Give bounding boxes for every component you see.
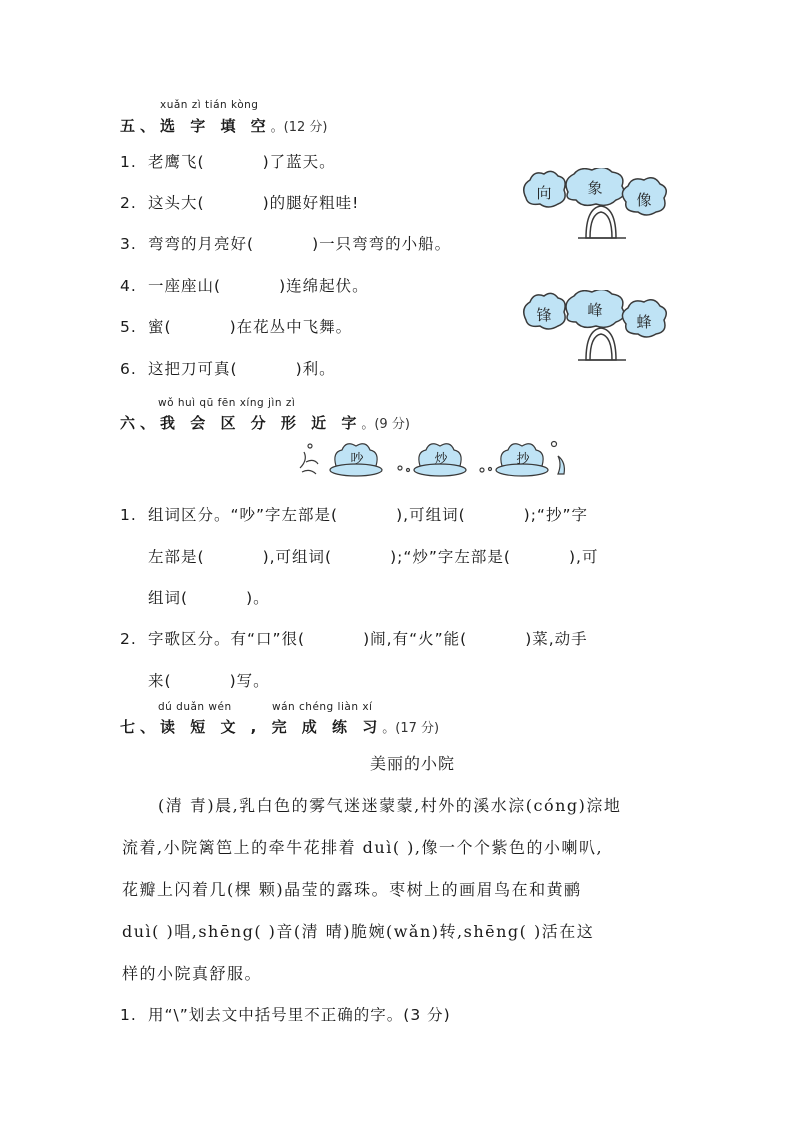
word-tree-1 bbox=[518, 168, 670, 240]
section7-score: 。(17 分) bbox=[382, 721, 440, 736]
lotus-flower-2 bbox=[414, 444, 466, 476]
section6-heading bbox=[120, 412, 410, 433]
section5-heading bbox=[120, 115, 328, 136]
s6-q1-line3: 组词( )。 bbox=[148, 589, 270, 607]
reed-icon bbox=[300, 452, 318, 474]
section7-title: 七、读 短 文 , 完 成 练 习 bbox=[120, 718, 383, 736]
story-line-4: duì( )唱,shēng( )音(清 晴)脆婉(wǎn)转,shēng( )活在这 bbox=[122, 922, 595, 941]
lotus-flower-3 bbox=[496, 444, 548, 476]
svg-text:炒: 炒 bbox=[434, 452, 448, 467]
svg-text:抄: 抄 bbox=[516, 452, 530, 467]
word-tree-2 bbox=[518, 290, 670, 362]
section7-heading bbox=[120, 716, 439, 737]
tree-trunk bbox=[586, 328, 616, 360]
section5-score: 。(12 分) bbox=[270, 120, 328, 135]
story-line-3: 花瓣上闪着几(棵 颗)晶莹的露珠。枣树上的画眉鸟在和黄鹂 bbox=[122, 880, 582, 899]
lotus-pond-illustration bbox=[296, 438, 576, 480]
s5-item-1: 1. 老鹰飞( )了蓝天。 bbox=[120, 153, 336, 171]
story-line-5: 样的小院真舒服。 bbox=[122, 964, 263, 983]
tree1-center-char: 象 bbox=[587, 179, 603, 197]
s5-item-2: 2. 这头大( )的腿好粗哇! bbox=[120, 194, 360, 212]
tree2-center-char: 峰 bbox=[587, 301, 603, 319]
story-line-1: (清 青)晨,乳白色的雾气迷迷蒙蒙,村外的溪水淙(cóng)淙地 bbox=[158, 796, 622, 815]
s6-q1-line2: 左部是( ),可组词( );“炒”字左部是( ),可 bbox=[148, 548, 599, 566]
tree1-left-char: 向 bbox=[536, 184, 552, 202]
s7-question-1: 1. 用“\”划去文中括号里不正确的字。(3 分) bbox=[120, 1006, 451, 1024]
section6-score: 。(9 分) bbox=[361, 417, 410, 432]
s6-q2-line1: 2. 字歌区分。有“口”很( )闹,有“火”能( )菜,动手 bbox=[120, 630, 588, 648]
section5-pinyin: xuǎn zì tián kòng bbox=[160, 99, 259, 111]
tree-trunk bbox=[586, 206, 616, 238]
tree2-left-char: 锋 bbox=[536, 306, 552, 324]
section5-title: 五、选 字 填 空 bbox=[120, 117, 271, 135]
s6-q2-line2: 来( )写。 bbox=[148, 672, 270, 690]
section6-pinyin: wǒ huì qū fēn xíng jìn zì bbox=[158, 397, 296, 409]
s6-q1-line1: 1. 组词区分。“吵”字左部是( ),可组词( );“抄”字 bbox=[120, 506, 588, 524]
tree2-right-char: 蜂 bbox=[636, 313, 652, 331]
s5-item-5: 5. 蜜( )在花丛中飞舞。 bbox=[120, 318, 353, 336]
section6-title: 六、我 会 区 分 形 近 字 bbox=[120, 414, 362, 432]
s5-item-6: 6. 这把刀可真( )利。 bbox=[120, 360, 336, 378]
story-line-2: 流着,小院篱笆上的牵牛花排着 duì( ),像一个个紫色的小喇叭, bbox=[122, 838, 604, 857]
section7-pinyin-a: dú duǎn wén bbox=[158, 701, 232, 713]
svg-text:吵: 吵 bbox=[350, 452, 364, 467]
story-title: 美丽的小院 bbox=[370, 754, 456, 773]
lotus-flower-1 bbox=[330, 444, 382, 476]
s5-item-4: 4. 一座座山( )连绵起伏。 bbox=[120, 277, 369, 295]
section7-pinyin-b: wán chéng liàn xí bbox=[272, 701, 373, 713]
s5-item-3: 3. 弯弯的月亮好( )一只弯弯的小船。 bbox=[120, 235, 452, 253]
tree1-right-char: 像 bbox=[636, 191, 652, 209]
